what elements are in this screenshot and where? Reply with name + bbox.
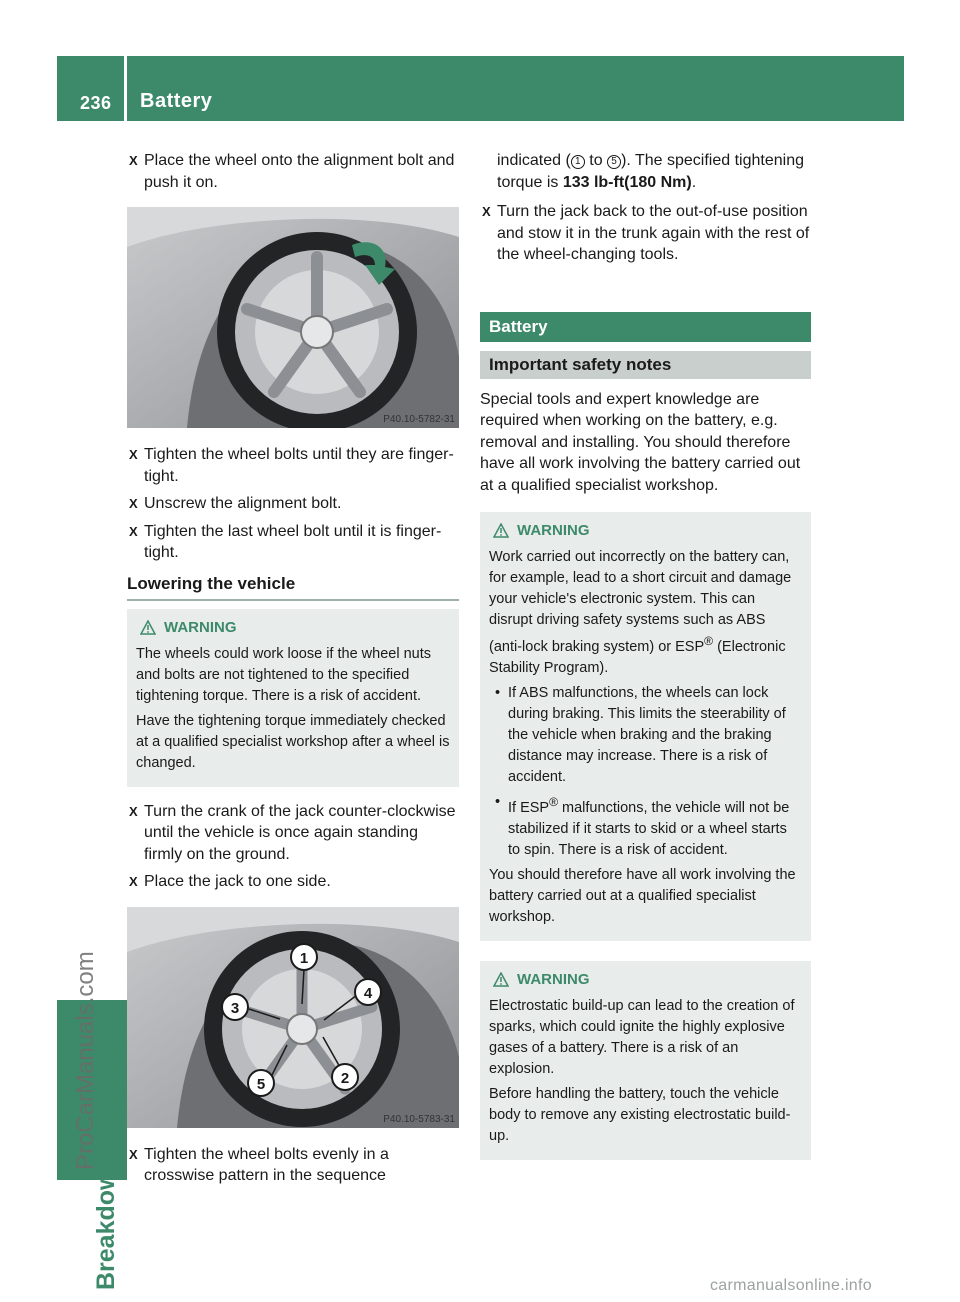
warning-box-electrostatic <box>480 961 811 1160</box>
warning-text: The wheels could work loose if the wheel nuts and bolts are not tightened to the specified tightening torque. There is a risk of accident. <box>136 645 431 704</box>
callout-2 <box>332 1064 358 1090</box>
callout-5 <box>248 1070 274 1096</box>
spacer <box>480 504 811 512</box>
continued-sequence-text: indicated ( 1 to 5 ). The specified tightening torque is 133 lb-ft(180 Nm). <box>497 152 804 191</box>
warning-box-battery-work <box>480 512 811 941</box>
step-turn-crank: X Turn the crank of the jack counter-clockwise until the vehicle is once again standing firmly on the ground. <box>129 802 456 863</box>
footer-watermark: carmanualsonline.info <box>710 1277 872 1294</box>
chapter-label: Breakdown assistance <box>92 1020 120 1290</box>
step-tighten-crosswise: X Tighten the wheel bolts evenly in a crosswise pattern in the sequence <box>129 1145 389 1184</box>
warning-bullet-esp: • If ESP® malfunctions, the vehicle will not be stabilized if it starts to skid or a wheel starts to spin. There is a risk of accident. <box>495 793 790 858</box>
step-unscrew-bolt: X Unscrew the alignment bolt. <box>127 493 459 515</box>
step-place-jack: X Place the jack to one side. <box>127 871 459 893</box>
figure-wheel-alignment <box>127 207 459 428</box>
warning-text: Electrostatic build-up can lead to the creation of sparks, which could ignite the highly explosive gases of a battery. There is a risk of an explosion. <box>489 997 795 1077</box>
warning-header <box>489 969 802 990</box>
figure-code: P40.10-5782-31 <box>383 414 455 425</box>
warning-text: Have the tightening torque immediately checked at a qualified specialist workshop after a wheel is changed. <box>136 712 450 771</box>
torque-value: 133 lb-ft(180 Nm) <box>562 173 692 191</box>
step-marker: X <box>129 803 138 819</box>
warning-text: Work carried out incorrectly on the battery can, for example, lead to a short circuit and damage your vehicle's electronic system. This can disrupt driving safety systems such as ABS (anti-lock braking system) or ESP® (Electronic Stability Program). <box>489 549 792 676</box>
subsection-band-safety: Important safety notes <box>480 351 811 379</box>
callout-3 <box>222 994 248 1020</box>
page-title: Battery <box>140 90 213 112</box>
svg-text:2: 2 <box>340 1069 350 1087</box>
warning-triangle-icon <box>493 523 509 538</box>
warning-text: Before handling the battery, touch the vehicle body to remove any existing electrostatic build-up. <box>489 1085 791 1144</box>
step-marker: X <box>129 496 138 511</box>
warning-header <box>136 617 450 638</box>
warning-bullet-abs: • If ABS malfunctions, the wheels can lock during braking. This limits the steerability of the vehicle when braking and the braking distance may increase. There is a risk of accident. <box>495 684 786 785</box>
step-marker: X <box>129 874 138 889</box>
callout-4 <box>355 979 381 1005</box>
step-marker: X <box>129 1146 138 1162</box>
step-marker: X <box>482 204 491 219</box>
step-tighten-last: X Tighten the last wheel bolt until it is finger-tight. <box>129 522 442 561</box>
svg-text:3: 3 <box>230 999 240 1017</box>
svg-text:4: 4 <box>363 984 373 1002</box>
svg-text:1: 1 <box>299 949 309 967</box>
step-marker: X <box>129 523 138 539</box>
left-column <box>127 150 459 1193</box>
site-watermark-vertical: ProCarManuals.com <box>72 951 99 1170</box>
warning-text: You should therefore have all work involving the battery carried out at a qualified specialist workshop. <box>489 866 796 925</box>
right-column <box>480 150 811 1174</box>
svg-text:5: 5 <box>256 1075 266 1093</box>
callout-1 <box>291 944 317 970</box>
page-number: 236 <box>80 93 112 113</box>
safety-intro-text: Special tools and expert knowledge are required when working on the battery, e.g. removal and installing. You should therefore have all work involving the battery carried out at a qualified specialist workshop. <box>480 390 801 494</box>
section-band-battery: Battery <box>480 312 811 342</box>
warning-label: WARNING <box>517 522 590 539</box>
step-marker: X <box>129 153 138 168</box>
step-marker: X <box>129 447 138 462</box>
warning-label: WARNING <box>517 970 590 988</box>
step-stow-jack: X Turn the jack back to the out-of-use position and stow it in the trunk again with the rest of the wheel-changing tools. <box>482 203 810 263</box>
step-place-wheel: X Place the wheel onto the alignment bolt and push it on. <box>129 152 455 191</box>
spacer <box>480 272 811 312</box>
warning-label: WARNING <box>164 618 237 636</box>
step-tighten-finger: X Tighten the wheel bolts until they are finger-tight. <box>129 446 454 485</box>
figure-code: P40.10-5783-31 <box>383 1113 455 1125</box>
warning-box-wheel-loose <box>127 609 459 787</box>
sequence-number-1: 1 <box>571 155 585 169</box>
sequence-number-5: 5 <box>607 155 621 169</box>
warning-triangle-icon <box>493 972 509 987</box>
section-heading-lowering: Lowering the vehicle <box>127 574 459 601</box>
bolt-sequence-illustration <box>127 907 459 1128</box>
figure-bolt-sequence <box>127 907 459 1128</box>
wheel-alignment-illustration <box>127 207 459 428</box>
warning-triangle-icon <box>140 620 156 635</box>
warning-header <box>489 520 802 541</box>
